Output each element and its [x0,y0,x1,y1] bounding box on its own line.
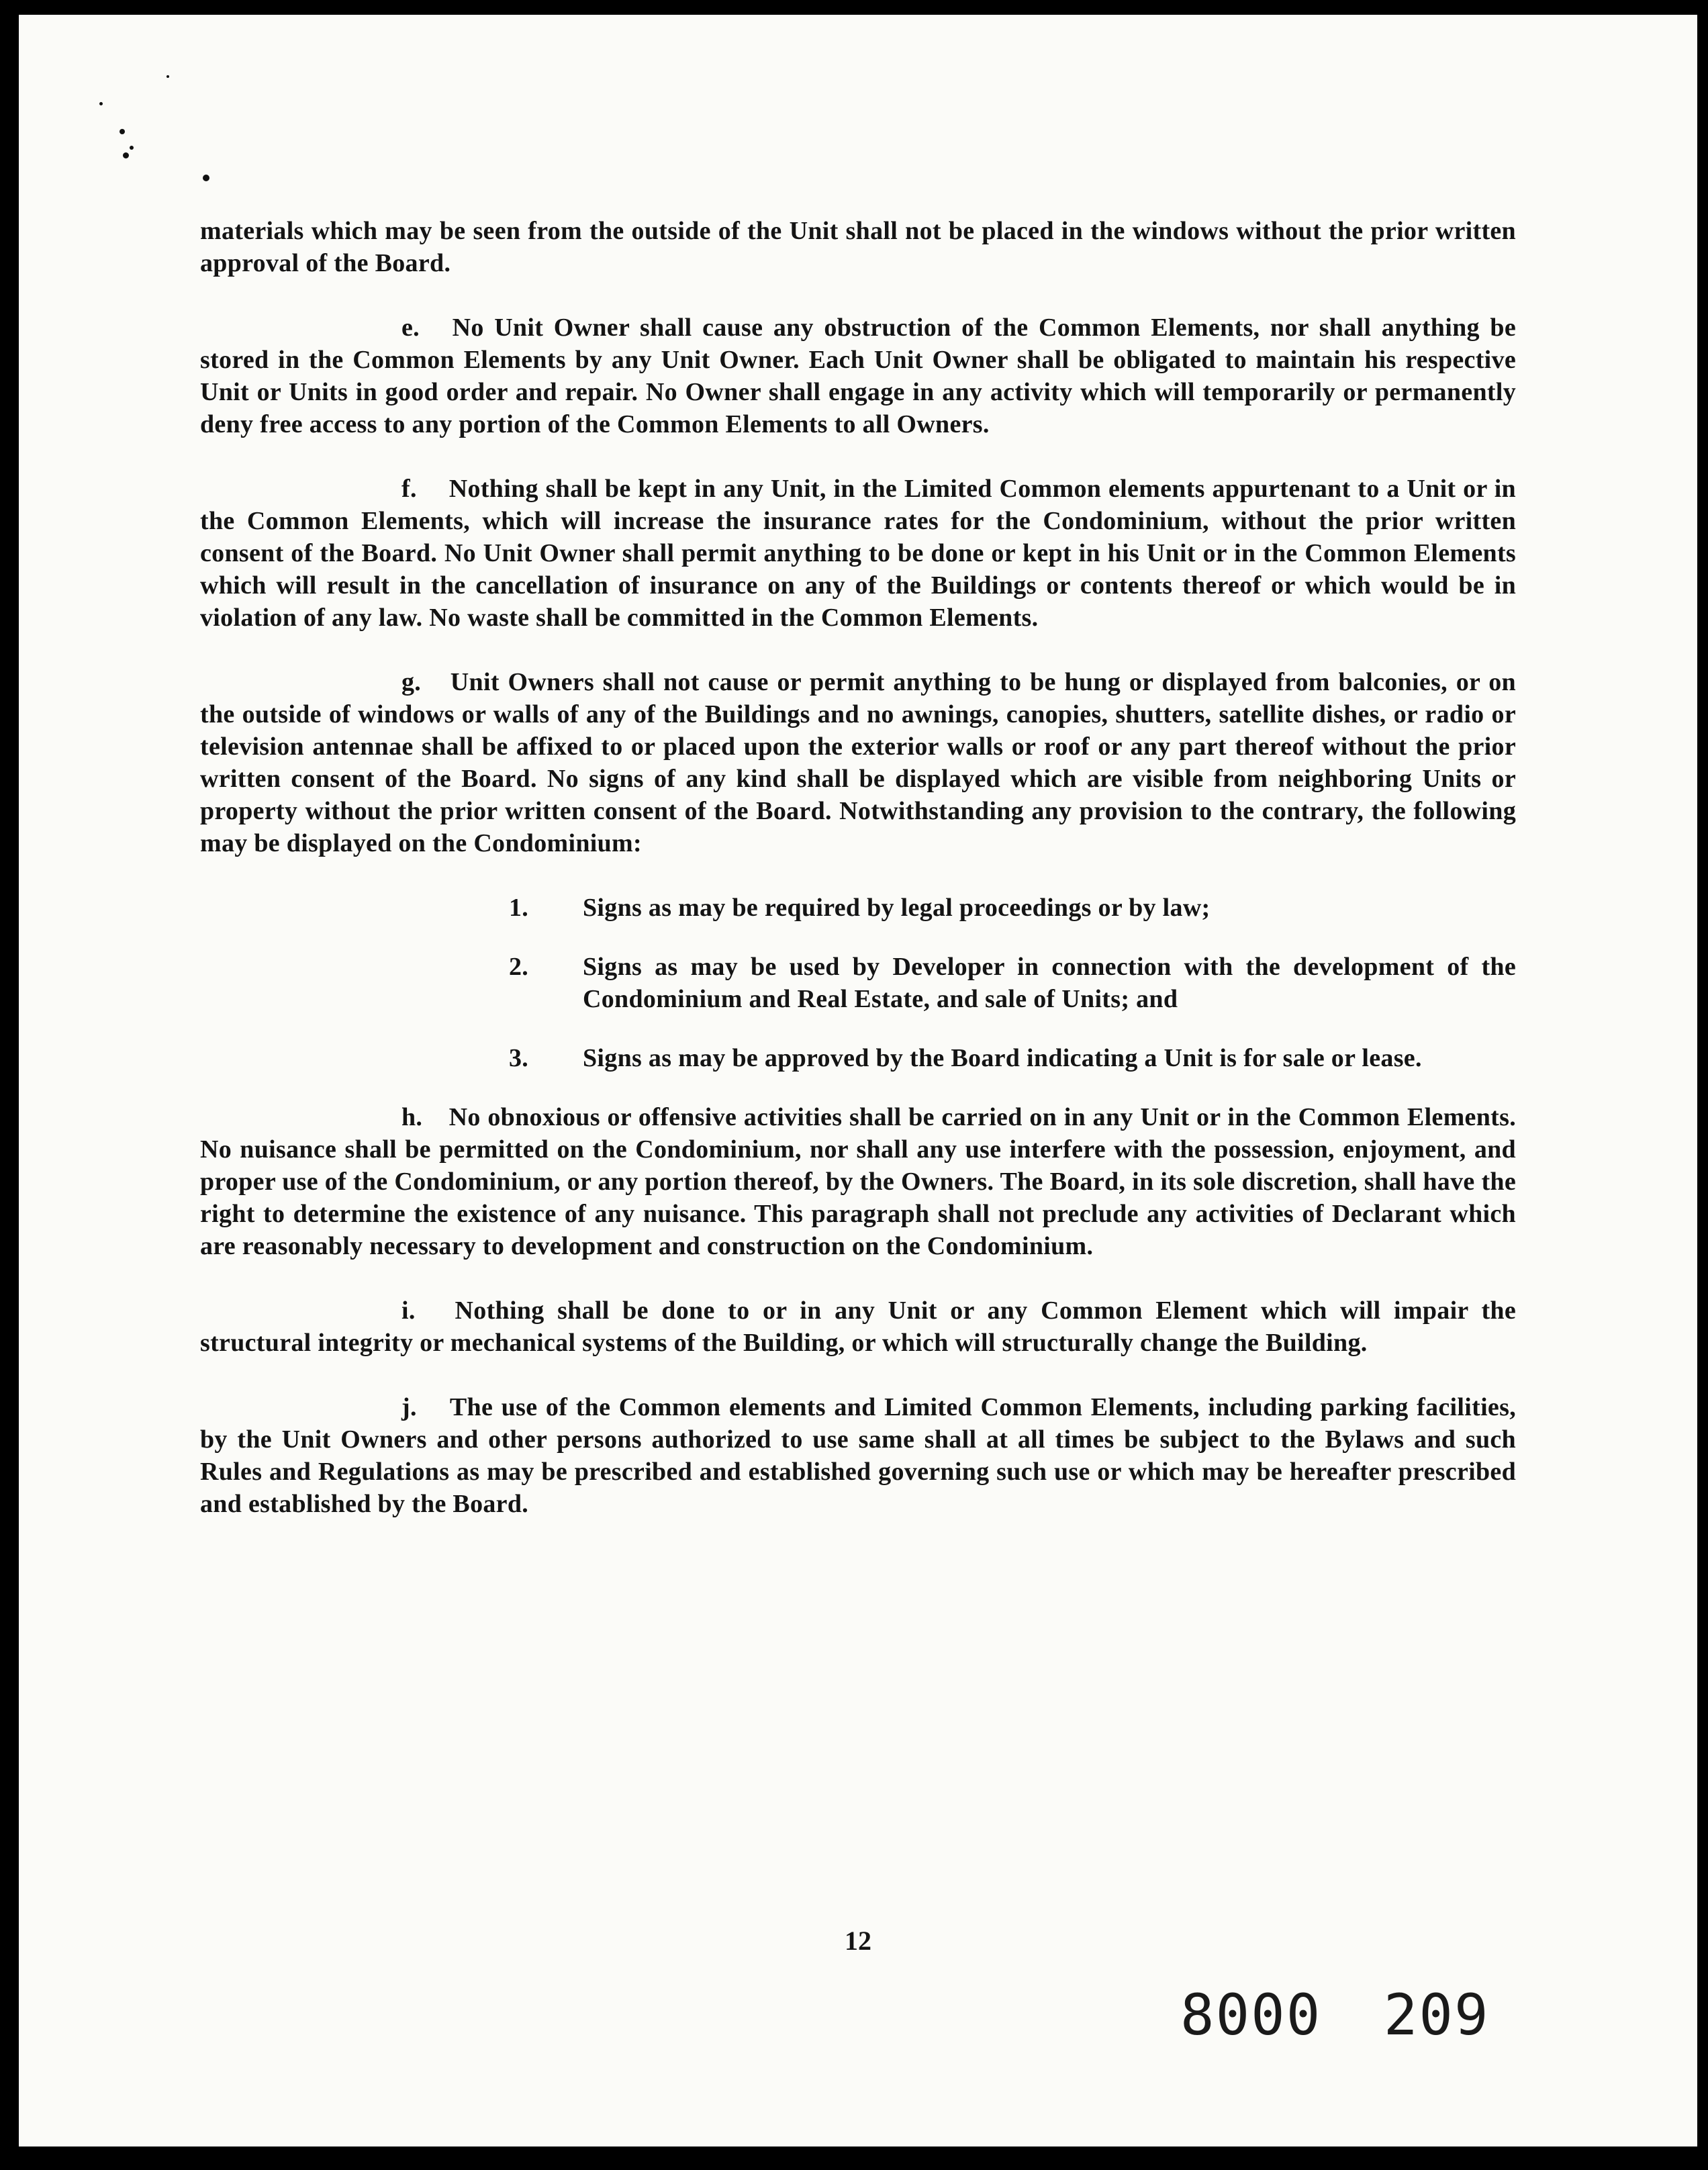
list-item-number: 2. [509,953,529,981]
paragraph-f [200,473,1516,634]
paragraph-e [200,312,1516,440]
scan-speck [130,146,134,150]
list-item-text: Signs as may be used by Developer in connection with the development of the Condominium and Real Estate, and sale of Units; and [583,953,1516,1013]
paragraph-marker: j. [401,1393,417,1421]
list-item-number: 3. [509,1044,529,1072]
list-item [509,1042,1516,1074]
list-item [509,892,1516,924]
intro-text: materials which may be seen from the outside of the Unit shall not be placed in the windows without the prior written approval of the Board. [200,217,1516,277]
page-number: 12 [845,1926,871,1956]
list-item-text: Signs as may be approved by the Board indicating a Unit is for sale or lease. [583,1044,1422,1072]
scan-speck [99,102,103,105]
paragraph-text: Nothing shall be done to or in any Unit or any Common Element which will impair the structural integrity or mechanical systems of the Building, or which will structurally change the Building. [200,1296,1516,1357]
intro-paragraph [200,215,1516,279]
paragraph-marker: i. [401,1296,416,1325]
paragraph-marker: g. [401,668,422,696]
paragraph-marker: f. [401,475,417,503]
scan-speck [203,175,209,181]
paragraph-marker: h. [401,1103,423,1131]
paragraph-text: The use of the Common elements and Limited Common Elements, including parking facilities, by the Unit Owners and other persons authorized to use same shall at all times be subject to the Bylaws and such Rules and Regulations as may be prescribed and established governing such use or which may be hereafter prescribed and established by the Board. [200,1393,1516,1518]
paragraph-text: No obnoxious or offensive activities shall be carried on in any Unit or in the Common Elements. No nuisance shall be permitted on the Condominium, nor shall any use interfere with the possession, enjoyment, and proper use of the Condominium, or any portion thereof, by the Owners. The Board, in its sole discretion, shall have the right to determine the existence of any nuisance. This paragraph shall not preclude any activities of Declarant which are reasonably necessary to development and construction on the Condominium. [200,1103,1516,1260]
document-body [200,215,1516,1552]
paragraph-marker: e. [401,314,420,342]
paragraph-i [200,1294,1516,1359]
paragraph-h [200,1101,1516,1262]
list-item-number: 1. [509,894,529,922]
paragraph-text: No Unit Owner shall cause any obstruction of the Common Elements, nor shall anything be stored in the Common Elements by any Unit Owner. Each Unit Owner shall be obligated to maintain his respective Unit or Units in good order and repair. No Owner shall engage in any activity which will temporarily or permanently deny free access to any portion of the Common Elements to all Owners. [200,314,1516,438]
paragraph-text: Unit Owners shall not cause or permit anything to be hung or displayed from balconies, or on the outside of windows or walls of any of the Buildings and no awnings, canopies, shutters, satellite dishes, or radio or television antennae shall be affixed to or placed upon the exterior walls or roof or any part thereof without the prior written consent of the Board. No signs of any kind shall be displayed which are visible from neighboring Units or property without the prior written consent of the Board. Notwithstanding any provision to the contrary, the following may be displayed on the Condominium: [200,668,1516,857]
scan-speck [120,129,125,134]
document-page [19,15,1697,2147]
scan-speck [167,75,169,78]
paragraph-j [200,1391,1516,1520]
paragraph-g [200,666,1516,859]
scan-speck [123,152,129,158]
signs-list [200,892,1516,1074]
paragraph-text: Nothing shall be kept in any Unit, in the Limited Common elements appurtenant to a Unit or in the Common Elements, which will increase the insurance rates for the Condominium, without the prior written consent of the Board. No Unit Owner shall permit anything to be done or kept in his Unit or in the Common Elements which will result in the cancellation of insurance on any of the Buildings or contents thereof or which would be in violation of any law. No waste shall be committed in the Common Elements. [200,475,1516,632]
list-item [509,951,1516,1015]
list-item-text: Signs as may be required by legal proceedings or by law; [583,894,1211,922]
document-stamp-number: 8000 209 [1180,1982,1490,2048]
